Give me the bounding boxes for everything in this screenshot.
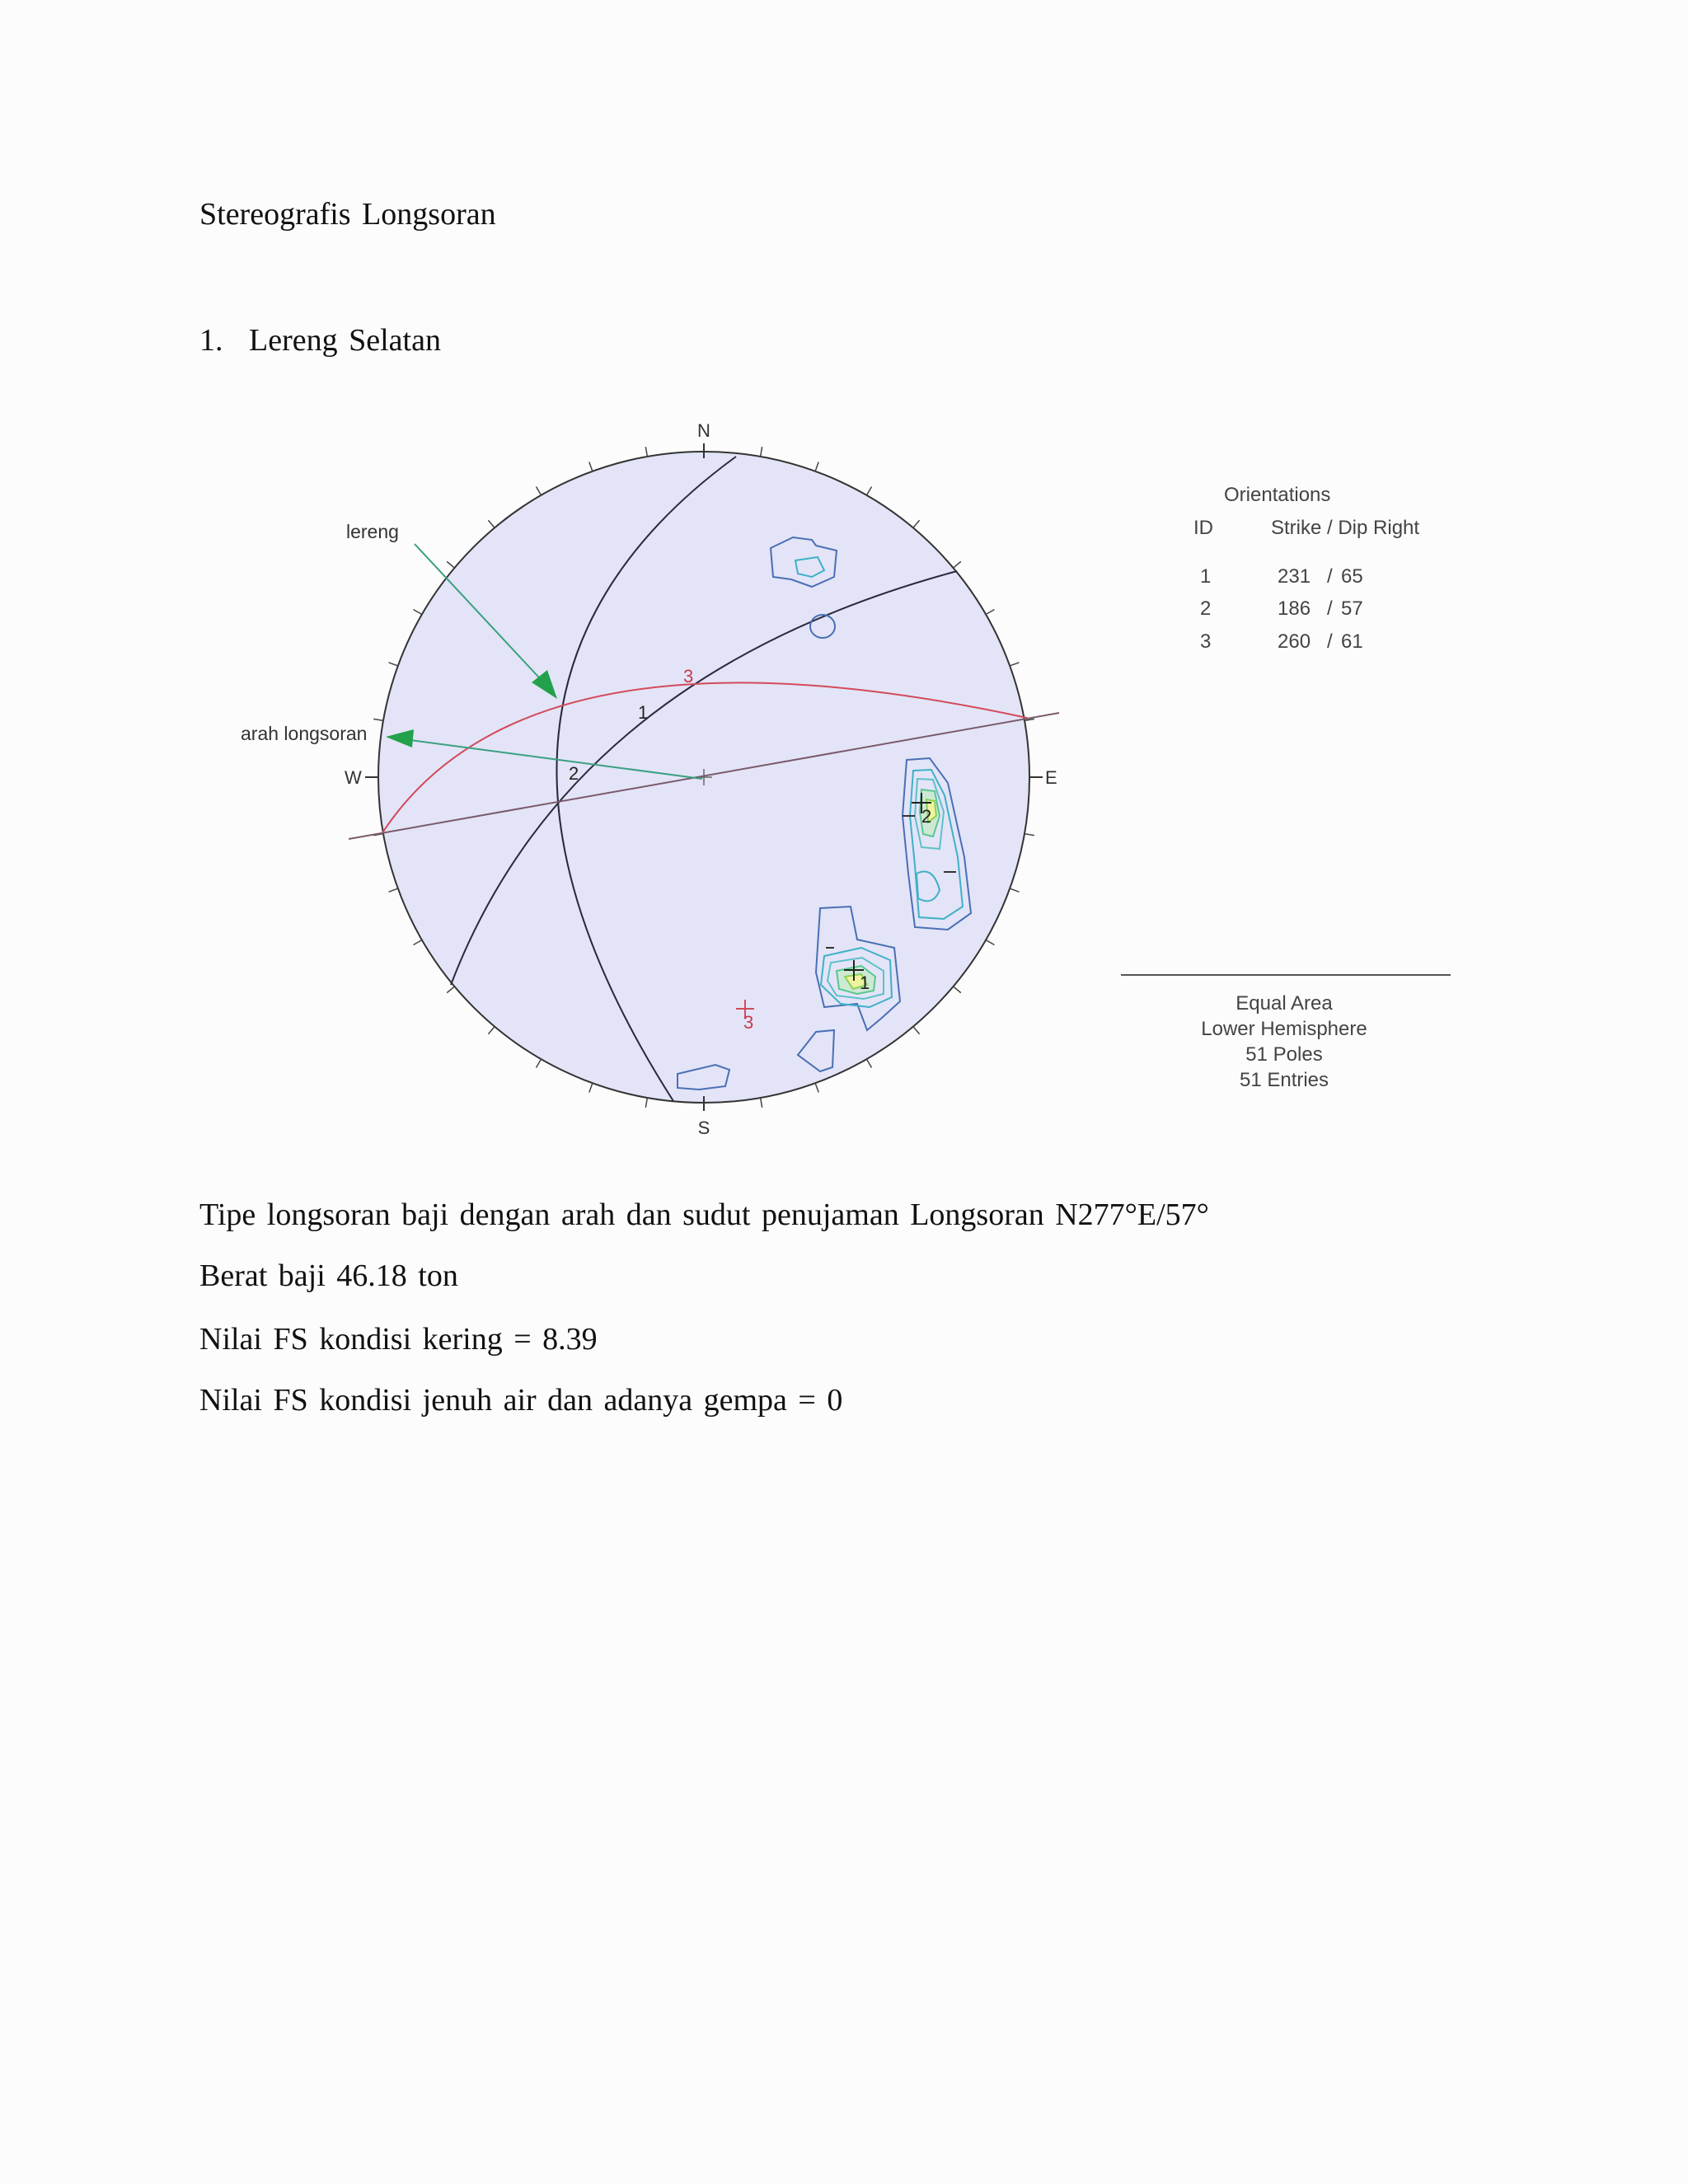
orientation-row-2-dip: 57 — [1341, 598, 1363, 620]
perimeter-tick — [447, 987, 454, 993]
pole-2-label: 2 — [921, 806, 932, 827]
fs-dry-line: Nilai FS kondisi kering = 8.39 — [199, 1322, 598, 1357]
perimeter-tick — [815, 1083, 818, 1092]
orientation-row-3-dip: 61 — [1341, 630, 1363, 653]
footer-poles: 51 Poles — [1245, 1043, 1323, 1066]
perimeter-tick — [373, 719, 383, 720]
perimeter-tick — [537, 487, 542, 495]
orientation-row-1-id: 1 — [1200, 565, 1212, 588]
orientation-row-3-strike: 260 — [1278, 630, 1311, 653]
slope-annotation: lereng — [346, 521, 399, 542]
pole-1-label: 1 — [860, 972, 870, 993]
section-number: 1. — [199, 323, 223, 358]
orientations-title: Orientations — [1224, 484, 1331, 506]
perimeter-tick — [954, 561, 961, 568]
perimeter-tick — [1010, 888, 1019, 892]
perimeter-tick — [867, 487, 872, 495]
footer-hemisphere: Lower Hemisphere — [1201, 1018, 1367, 1040]
perimeter-tick — [913, 520, 920, 527]
orientation-row-2-sep: / — [1327, 598, 1333, 620]
perimeter-tick — [954, 987, 961, 993]
plane-1-label: 1 — [638, 702, 649, 723]
perimeter-tick — [414, 940, 422, 945]
compass-south: S — [697, 1118, 710, 1138]
footer-entries: 51 Entries — [1239, 1069, 1329, 1091]
orientations-col-id: ID — [1193, 517, 1213, 539]
orientation-row-1-strike: 231 — [1278, 565, 1311, 588]
page-title: Stereografis Longsoran — [199, 197, 496, 232]
perimeter-tick — [447, 561, 454, 568]
perimeter-tick — [414, 610, 422, 615]
footer-projection: Equal Area — [1236, 992, 1333, 1015]
wedge-type-line: Tipe longsoran baji dengan arah dan sudut penujaman Longsoran N277°E/57° — [199, 1197, 1209, 1232]
pole-3-label: 3 — [743, 1012, 754, 1033]
perimeter-tick — [815, 462, 818, 471]
direction-annotation: arah longsoran — [241, 723, 368, 744]
plane-3-label: 3 — [683, 666, 694, 687]
perimeter-tick — [986, 610, 994, 615]
perimeter-tick — [761, 447, 762, 457]
orientation-row-2-id: 2 — [1200, 598, 1212, 620]
plane-2-label: 2 — [569, 763, 579, 784]
perimeter-tick — [913, 1027, 920, 1034]
orientations-col-strike-dip: Strike / Dip Right — [1271, 517, 1420, 539]
perimeter-tick — [645, 1098, 647, 1108]
compass-west: W — [345, 767, 362, 788]
orientation-row-1-sep: / — [1327, 565, 1333, 588]
perimeter-tick — [1010, 663, 1019, 666]
orientation-row-3-id: 3 — [1200, 630, 1212, 653]
perimeter-tick — [589, 462, 593, 471]
wedge-weight-line: Berat baji 46.18 ton — [199, 1258, 458, 1293]
perimeter-tick — [986, 940, 994, 945]
perimeter-tick — [488, 1027, 495, 1034]
orientation-row-2-strike: 186 — [1278, 598, 1311, 620]
section-title: Lereng Selatan — [249, 323, 441, 358]
perimeter-tick — [761, 1098, 762, 1108]
perimeter-tick — [537, 1059, 542, 1067]
perimeter-tick — [1025, 834, 1034, 836]
perimeter-tick — [867, 1059, 872, 1067]
compass-north: N — [697, 420, 710, 441]
perimeter-tick — [488, 520, 495, 527]
perimeter-tick — [389, 663, 398, 666]
fs-saturated-line: Nilai FS kondisi jenuh air dan adanya gempa = 0 — [199, 1383, 843, 1418]
perimeter-tick — [589, 1083, 593, 1092]
orientation-row-3-sep: / — [1327, 630, 1333, 653]
orientation-row-1-dip: 65 — [1341, 565, 1363, 588]
perimeter-tick — [645, 447, 647, 457]
perimeter-tick — [389, 888, 398, 892]
compass-east: E — [1045, 767, 1057, 788]
